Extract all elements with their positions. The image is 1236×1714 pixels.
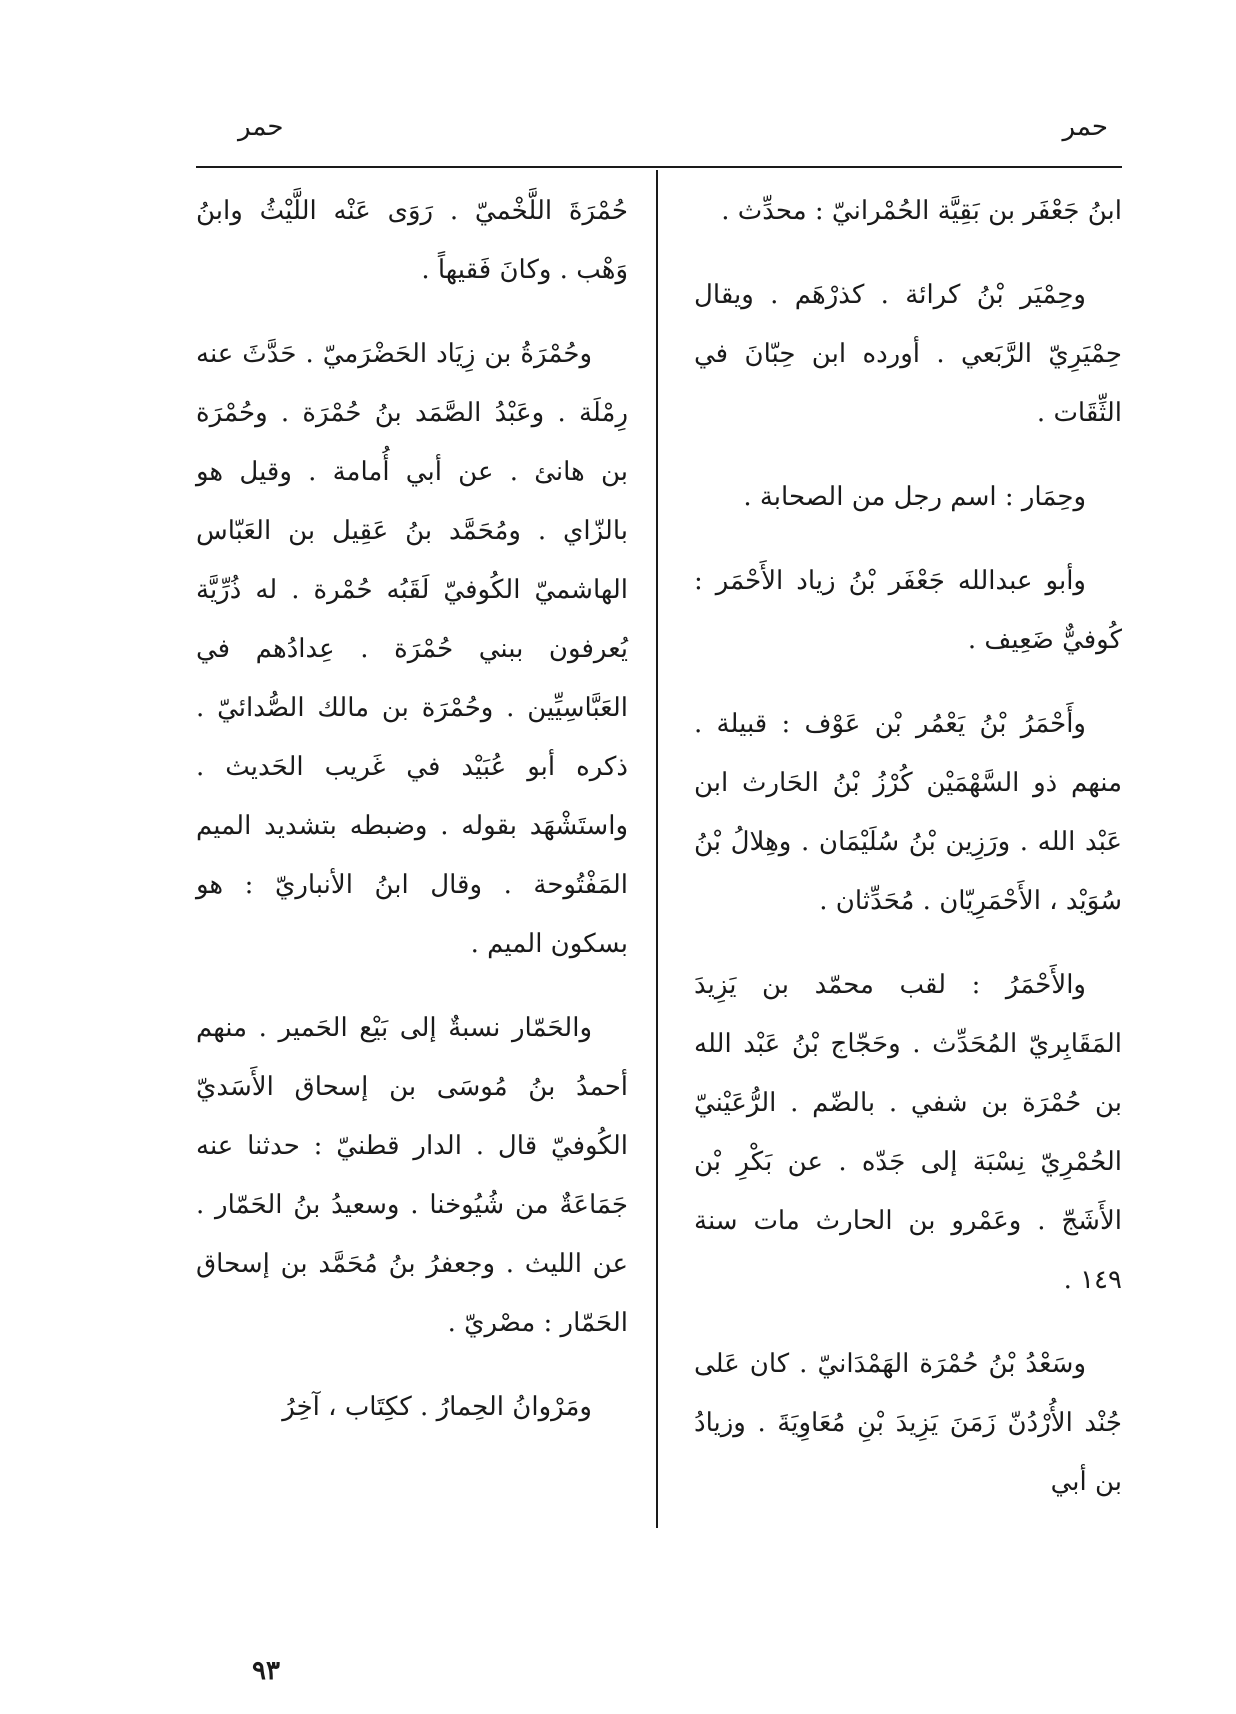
column-divider (656, 170, 658, 1528)
entry: والحَمّار نسبةٌ إلى بَيْع الحَمير . منهم أحمدُ بنُ مُوسَى بن إسحاق الأَسَديّ الكُوفيّ قال . الدار قطنيّ : حدثنا عنه جَمَاعَةٌ من شُيُوخنا . وسعيدُ بنُ الحَمّار . عن الليث . وجعفرُ بنُ مُحَمَّد بن إسحاق الحَمّار : مصْريّ . (196, 1013, 628, 1338)
running-header-right: حمر (1062, 112, 1108, 142)
entry: وأبو عبدالله جَعْفَر بْنُ زياد الأَحْمَر : كُوفيٌّ ضَعِيف . (694, 566, 1122, 655)
entry: ابنُ جَعْفَر بن بَقِيَّة الحُمْرانيّ : محدِّث . (721, 196, 1122, 226)
entry: وحِمَار : اسم رجل من الصحابة . (743, 482, 1086, 512)
entry: حُمْرَةَ اللَّخْميّ . رَوَى عَنْه اللَّيْثُ وابنُ وَهْب . وكانَ فَقيهاً . (196, 196, 628, 285)
entry: وحِمْيَر بْنُ كرائة . كذرْهَم . ويقال حِمْيَرِيّ الرَّبَعي . أورده ابن حِبّانَ في الثِّقَات . (694, 280, 1122, 428)
entry: والأَحْمَرُ : لقب محمّد بن يَزِيدَ المَقَابِريّ المُحَدِّث . وحَجّاج بْنُ عَبْد الله بن حُمْرَة بن شفي . بالضّم . الرُّعَيْنيّ الحُمْرِيّ نِسْبَة إلى جَدّه . عن بَكْرِ بْن الأَشَجّ . وعَمْرو بن الحارث مات سنة ١٤٩ . (694, 970, 1122, 1295)
entry: ومَرْوانُ الحِمارُ . ككِتَاب ، آخِرُ (282, 1392, 592, 1422)
left-column (196, 182, 628, 1462)
entry: وسَعْدُ بْنُ حُمْرَة الهَمْدَانيّ . كان عَلى جُنْد الأُرْدُنّ زَمَنَ يَزِيدَ بْنِ مُعَاوِيَةَ . وزيادُ بن أبي (694, 1349, 1122, 1497)
right-column (694, 182, 1122, 1537)
running-header-left: حمر (238, 112, 284, 142)
page-number: ٩٣ (252, 1656, 280, 1686)
header-rule (196, 166, 1122, 168)
entry: وحُمْرَةُ بن زِيَاد الحَضْرَميّ . حَدَّثَ عنه رِمْلَة . وعَبْدُ الصَّمَد بنُ حُمْرَة . وحُمْرَة بن هانئ . عن أبي أُمامة . وقيل هو بالزّاي . ومُحَمَّد بنُ عَقِيل بن العَبّاس الهاشميّ الكُوفيّ لَقَبُه حُمْرة . له ذُرِّيَّة يُعرفون ببني حُمْرَة . عِدادُهم في العَبَّاسِيِّين . وحُمْرَة بن مالك الصُّدائيّ . ذكره أبو عُبَيْد في غَريب الحَديث . واستَشْهَد بقوله . وضبطه بتشديد الميم المَفْتُوحة . وقال ابنُ الأنباريّ : هو بسكون الميم . (196, 339, 628, 959)
entry: وأَحْمَرُ بْنُ يَعْمُر بْن عَوْف : قبيلة . منهم ذو السَّهْمَيْن كُرْزُ بْنُ الحَارث ابن عَبْد الله . ورَزِين بْنُ سُلَيْمَان . وهِلالُ بْنُ سُوَيْد ، الأَحْمَرِيّان . مُحَدِّثان . (694, 709, 1122, 916)
